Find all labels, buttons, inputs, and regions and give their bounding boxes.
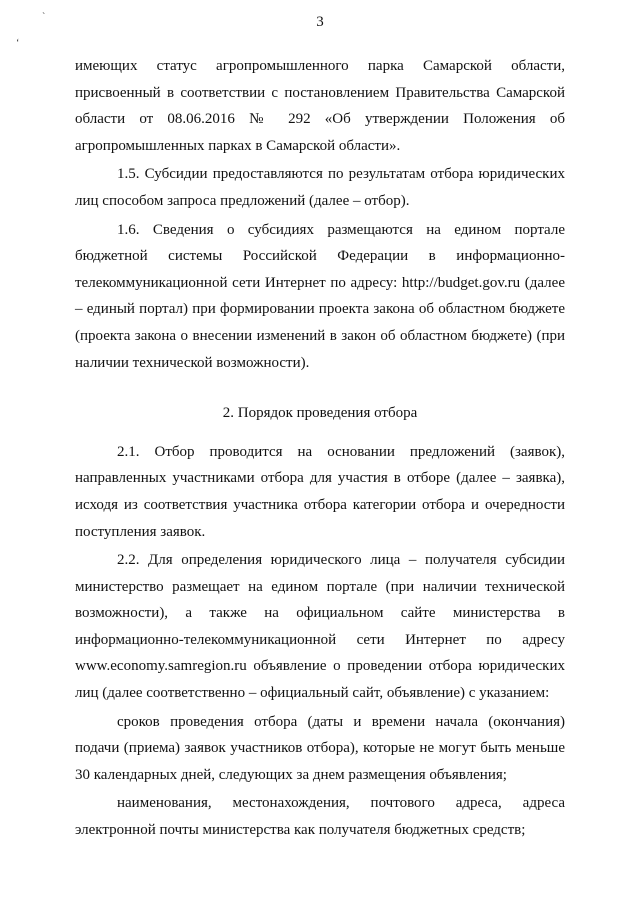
- page-number: 3: [316, 14, 324, 30]
- paragraph-1-5: 1.5. Субсидии предоставляются по результатам отбора юридических лиц способом запроса предложений (далее – отбор).: [75, 166, 565, 209]
- paragraph-ministry-details: наименования, местонахождения, почтового адреса, адреса электронной почты министерства как получателя бюджетных средств;: [75, 795, 565, 839]
- paragraph-2-2: 2.2. Для определения юридического лица – получателя субсидии министерство размещает на едином портале (при наличии технической возможности), а также на официальном сайте министерства в информационно-телекоммуникационной сети Интернет по адресу www.economy.samregion.ru объявление о проведении отбора юридических лиц (далее соответственно – официальный сайт, объявление) с указанием:: [75, 552, 565, 702]
- paragraph-continuation: имеющих статус агропромышленного парка Самарской области, присвоенный в соответствии с постановлением Правительства Самарской области от 08.06.2016 № 292 «Об утверждении Положения об агропромышленных парках в Самарской области».: [75, 58, 565, 154]
- paragraph-deadlines: сроков проведения отбора (даты и времени начала (окончания) подачи (приема) заявок участников отбора), которые не могут быть меньше 30 календарных дней, следующих за днем размещения объявления;: [75, 713, 565, 783]
- scan-mark: `: [42, 12, 46, 23]
- document-body: [75, 53, 565, 844]
- section-heading: 2. Порядок проведения отбора: [222, 405, 418, 422]
- paragraph-2-1: 2.1. Отбор проводится на основании предложений (заявок), направленных участниками отбора для участия в отборе (далее – заявка), исходя из соответствия участника отбора категории отбора и очередности поступления заявок.: [75, 443, 565, 540]
- paragraph-1-6: 1.6. Сведения о субсидиях размещаются на едином портале бюджетной системы Российской Федерации в информационно-телекоммуникационной сети Интернет по адресу: http://budget.gov.ru (далее – единый портал) при формировании проекта закона об областном бюджете (проекта закона о внесении изменений в закон об областном бюджете) (при наличии технической возможности).: [75, 221, 565, 371]
- scan-mark: ‘: [16, 38, 20, 49]
